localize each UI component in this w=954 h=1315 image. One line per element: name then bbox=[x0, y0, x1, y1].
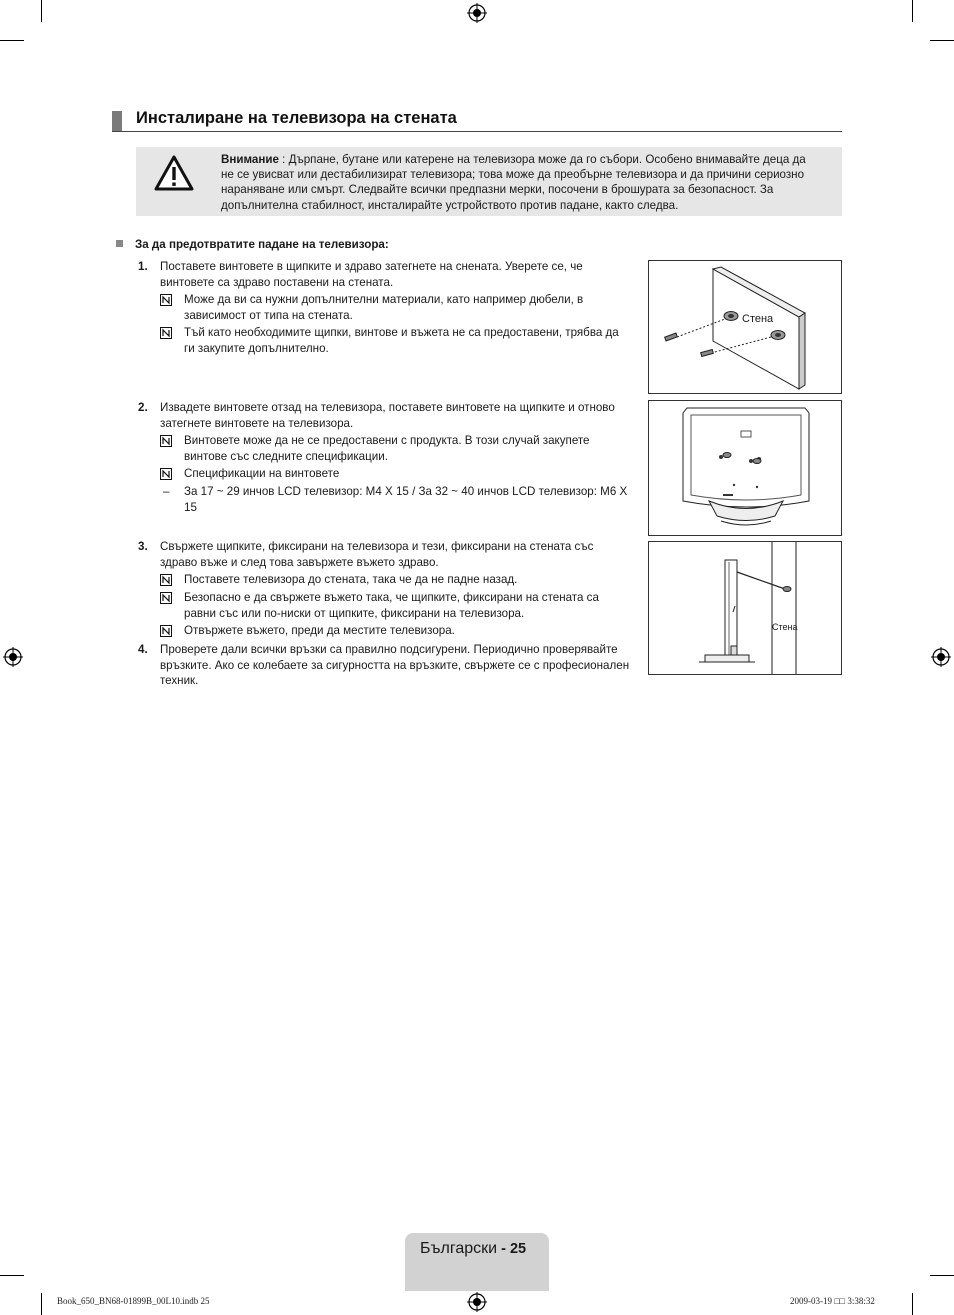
crop-mark bbox=[912, 0, 913, 22]
section-heading bbox=[116, 238, 389, 251]
registration-mark-icon bbox=[467, 1292, 487, 1312]
crop-mark bbox=[930, 1275, 954, 1276]
figure-wall-clips bbox=[648, 260, 842, 394]
dash-marker: – bbox=[163, 485, 170, 498]
crop-mark bbox=[41, 1293, 42, 1315]
page-number: 25 bbox=[509, 1241, 527, 1257]
crop-mark bbox=[0, 40, 24, 41]
note-icon bbox=[160, 468, 172, 480]
registration-mark-icon bbox=[467, 3, 487, 23]
crop-mark bbox=[0, 1275, 24, 1276]
warning-triangle-icon bbox=[154, 155, 194, 191]
step-number: 1. bbox=[138, 260, 148, 273]
step-text: Поставете винтовете в щипките и здраво затегнете на снената. Уверете се, че винтовете са здраво поставени на стената. bbox=[160, 260, 583, 289]
step-text: Проверете дали всички връзки са правилно подсигурени. Периодично проверявайте връзките. Ако се колебаете за сигурността на връзките, свържете се с професионален техник. bbox=[160, 643, 630, 687]
note-icon bbox=[160, 574, 172, 586]
registration-mark-icon bbox=[931, 647, 951, 667]
registration-mark-icon bbox=[3, 647, 23, 667]
note-icon bbox=[160, 592, 172, 604]
crop-mark bbox=[930, 40, 954, 41]
spec-text: За 17 ~ 29 инчов LCD телевизор: M4 X 15 / За 32 ~ 40 инчов LCD телевизор: M6 X 15 bbox=[184, 485, 628, 514]
step-number: 4. bbox=[138, 643, 148, 656]
caution-box bbox=[136, 147, 842, 216]
language-label: Български bbox=[420, 1240, 498, 1257]
note-text: Безопасно е да свържете въжето така, че щипките, фиксирани на стената са равни със или по-ниски от щипките, фиксирани на телевизора. bbox=[184, 591, 599, 620]
step-text: Извадете винтовете отзад на телевизора, поставете винтовете на щипките и отново затегнете винтовете на телевизора. bbox=[160, 401, 615, 430]
slug-date: 2009-03-19 □□ 3:38:32 bbox=[790, 1296, 875, 1306]
note-text: Тъй като необходимите щипки, винтове и въжета не са предоставени, трябва да ги закупите допълнително. bbox=[184, 326, 619, 355]
note-text: Може да ви са нужни допълнителни материали, като например дюбели, в зависимост от типа на стената. bbox=[184, 293, 584, 322]
step-text: Свържете щипките, фиксирани на телевизора и тези, фиксирани на стената със здраво въже и след това завържете въжето здраво. bbox=[160, 540, 594, 569]
note-text: Винтовете може да не се предоставени с продукта. В този случай закупете винтове със следните спецификации. bbox=[184, 434, 590, 463]
tv-rope-illustration bbox=[649, 542, 841, 674]
footer-separator: - bbox=[497, 1241, 510, 1257]
note-icon bbox=[160, 625, 172, 637]
note-icon bbox=[160, 294, 172, 306]
figure-tv-back bbox=[648, 400, 842, 536]
note-icon bbox=[160, 435, 172, 447]
title-divider bbox=[112, 131, 842, 132]
wall-label: Стена bbox=[742, 313, 774, 325]
title-accent-bar bbox=[112, 111, 122, 131]
note-text: Спецификации на винтовете bbox=[184, 467, 340, 480]
caution-label: Внимание bbox=[221, 153, 279, 166]
note-icon bbox=[160, 327, 172, 339]
caution-text bbox=[221, 152, 821, 213]
note-text: Поставете телевизора до стената, така че да не падне назад. bbox=[184, 573, 518, 586]
wall-clips-illustration bbox=[649, 261, 841, 393]
slug-file: Book_650_BN68-01899B_00L10.indb 25 bbox=[57, 1296, 210, 1306]
step-number: 3. bbox=[138, 540, 148, 553]
bullet-square-icon bbox=[116, 240, 123, 247]
caution-body: : Дърпане, бутане или катерене на телевизора може да го събори. Особено внимавайте деца да не се увисват или дестабилизират телевизора; това може да преобърне телевизора и да причини сериозно нараняване или смърт. Следвайте всички предпазни мерки, посочени в брошурата за безопасност. За допълнителна стабилност, инсталирайте устройството против падане, както следва. bbox=[221, 153, 806, 212]
figure-tv-rope bbox=[648, 541, 842, 675]
section-heading-text: За да предотвратите падане на телевизора: bbox=[135, 238, 389, 251]
crop-mark bbox=[41, 0, 42, 22]
step-number: 2. bbox=[138, 401, 148, 414]
wall-label: Стена bbox=[772, 622, 798, 632]
crop-mark bbox=[912, 1293, 913, 1315]
footer-language bbox=[420, 1240, 526, 1258]
page-title: Инсталиране на телевизора на стената bbox=[136, 109, 457, 127]
note-text: Отвържете въжето, преди да местите телевизора. bbox=[184, 624, 455, 637]
tv-back-illustration bbox=[649, 401, 841, 535]
